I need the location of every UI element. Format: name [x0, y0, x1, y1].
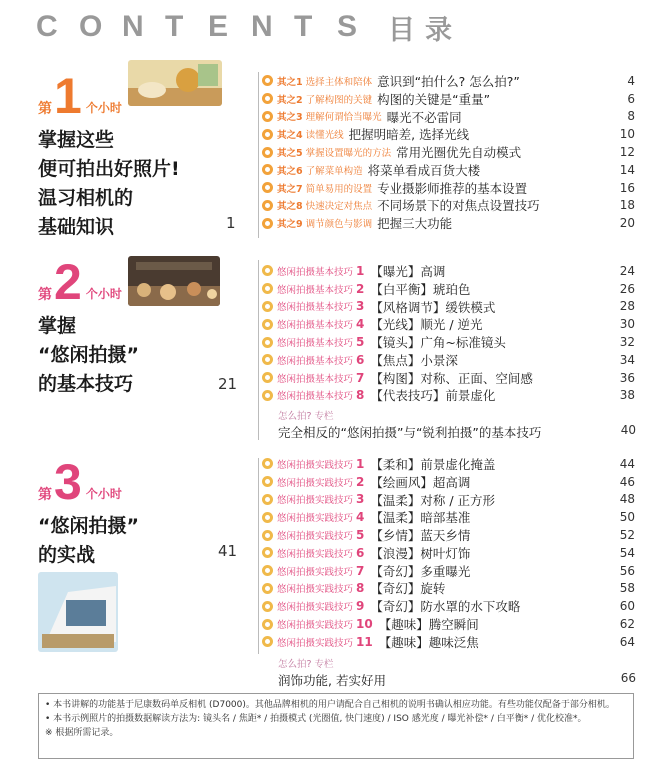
- entry-page: 20: [619, 216, 635, 231]
- title-letter: E: [208, 10, 229, 43]
- title-chinese: 目录: [388, 14, 462, 46]
- entry-tag: 悠闲拍摄基本技巧: [277, 302, 354, 314]
- hour-number: 3: [54, 454, 82, 510]
- entry-title: 【乡情】蓝天乡情: [370, 528, 471, 544]
- bullet-icon: [262, 601, 273, 612]
- title-letter: O: [79, 10, 103, 43]
- entry-page: 44: [619, 456, 635, 471]
- entry-number: 4: [356, 510, 365, 525]
- entry-page: 6: [627, 91, 635, 106]
- entry-tag: 悠闲拍摄基本技巧: [277, 266, 354, 278]
- bullet-icon: [262, 512, 273, 523]
- section-heading: 掌握 “悠闲拍摄” 的基本技巧: [38, 315, 139, 395]
- entry-page: 24: [619, 263, 635, 278]
- entry-tag: 悠闲拍摄基本技巧: [277, 373, 354, 385]
- bullet-icon: [262, 301, 273, 312]
- toc-entry[interactable]: [262, 455, 637, 473]
- entry-title: 【代表技巧】前景虚化: [370, 388, 496, 404]
- entry-page: 14: [619, 162, 635, 177]
- entry-tag: 悠闲拍摄基本技巧: [277, 391, 354, 403]
- entry-subtitle: 简单易用的设置: [305, 183, 373, 195]
- toc-entry[interactable]: [262, 90, 637, 108]
- entry-title: 【温柔】对称 / 正方形: [370, 492, 496, 508]
- entry-page: 32: [619, 335, 635, 350]
- bullet-icon: [262, 547, 273, 558]
- entry-tag: 悠闲拍摄基本技巧: [277, 320, 354, 332]
- entry-title: 把握明暗差, 选择光线: [348, 127, 470, 143]
- entry-page: 62: [619, 617, 635, 632]
- entry-title: 【镜头】广角~标准镜头: [370, 335, 506, 351]
- entry-page: 48: [619, 492, 635, 507]
- entry-number: 4: [356, 317, 365, 332]
- entry-tag: 悠闲拍摄实践技巧: [277, 566, 354, 578]
- entry-tag: 其之3: [277, 112, 303, 124]
- page-title: [36, 10, 462, 44]
- toc-entry[interactable]: [262, 315, 637, 333]
- toc-entry[interactable]: [262, 280, 637, 298]
- toc-entry[interactable]: [262, 351, 637, 369]
- entry-tag: 悠闲拍摄基本技巧: [277, 355, 354, 367]
- section-2-photo: [128, 256, 220, 306]
- toc-entry[interactable]: [262, 161, 637, 179]
- entry-title: 【趣味】腾空瞬间: [378, 617, 479, 633]
- entry-tag: 悠闲拍摄基本技巧: [277, 284, 354, 296]
- entry-number: 2: [356, 474, 365, 489]
- section-1-divider: [258, 72, 259, 238]
- entry-title: 【趣味】趣味泛焦: [378, 634, 479, 650]
- entry-number: 8: [356, 388, 365, 403]
- entry-tag: 其之1: [277, 76, 303, 88]
- toc-entry[interactable]: [262, 125, 637, 143]
- entry-page: 26: [619, 281, 635, 296]
- toc-entry[interactable]: [262, 72, 637, 90]
- entry-page: 60: [619, 599, 635, 614]
- toc-entry[interactable]: [262, 298, 637, 316]
- entry-page: 54: [619, 545, 635, 560]
- entry-number: 10: [356, 617, 373, 632]
- entry-page: 4: [627, 73, 635, 88]
- entry-number: 1: [356, 263, 365, 278]
- section-heading: “悠闲拍摄” 的实战: [38, 515, 139, 566]
- toc-entry[interactable]: [262, 580, 637, 598]
- section-3-intro: [38, 456, 139, 570]
- column-page: 66: [620, 671, 636, 685]
- section-2-column: [278, 408, 638, 441]
- entry-page: 38: [619, 388, 635, 403]
- entry-title: 曝光不必雷同: [386, 109, 462, 125]
- entry-number: 6: [356, 545, 365, 560]
- entry-number: 3: [356, 492, 365, 507]
- bullet-icon: [262, 218, 273, 229]
- entry-title: 不同场景下的对焦点设置技巧: [377, 198, 540, 214]
- note-line: • 本书讲解的功能基于尼康数码单反相机 (D7000)。其他品牌相机的用户请配合自己相机的说明书确认相应功能。有些功能仅配备于部分相机。: [45, 700, 615, 710]
- entry-tag: 悠闲拍摄实践技巧: [277, 584, 354, 596]
- bullet-icon: [262, 636, 273, 647]
- entry-number: 7: [356, 370, 365, 385]
- entry-tag: 悠闲拍摄实践技巧: [277, 602, 354, 614]
- entry-page: 12: [619, 145, 635, 160]
- section-3-divider: [258, 458, 259, 654]
- entry-tag: 其之9: [277, 219, 303, 231]
- section-page-number: 41: [218, 542, 238, 560]
- section-3-toc: [262, 455, 637, 651]
- note-line: ※ 根据所需记录。: [45, 728, 119, 738]
- entry-page: 10: [619, 127, 635, 142]
- column-page: 40: [620, 423, 636, 437]
- section-page-number: 1: [226, 214, 236, 232]
- bullet-icon: [262, 200, 273, 211]
- column-text: 完全相反的“悠闲拍摄”与“锐利拍摄”的基本技巧: [278, 425, 542, 440]
- hour-number: 1: [54, 68, 82, 124]
- toc-entry[interactable]: [262, 508, 637, 526]
- toc-entry[interactable]: [262, 262, 637, 280]
- entry-title: 【构图】对称、正面、空间感: [370, 370, 533, 386]
- entry-page: 58: [619, 581, 635, 596]
- toc-entry[interactable]: [262, 615, 637, 633]
- entry-number: 2: [356, 281, 365, 296]
- section-3-photo: [38, 572, 118, 652]
- entry-page: 30: [619, 317, 635, 332]
- bullet-icon: [262, 93, 273, 104]
- entry-tag: 其之5: [277, 148, 303, 160]
- title-letter: S: [337, 10, 358, 43]
- entry-page: 28: [619, 299, 635, 314]
- section-heading: 掌握这些 便可拍出好照片! 温习相机的 基础知识: [38, 129, 180, 238]
- bullet-icon: [262, 147, 273, 158]
- bullet-icon: [262, 565, 273, 576]
- bullet-icon: [262, 583, 273, 594]
- toc-entry[interactable]: [262, 562, 637, 580]
- toc-entry[interactable]: [262, 473, 637, 491]
- entry-subtitle: 掌握设置曝光的方法: [305, 148, 392, 160]
- title-letter: N: [251, 10, 273, 43]
- bullet-icon: [262, 75, 273, 86]
- entry-tag: 其之6: [277, 165, 303, 177]
- toc-entry[interactable]: [262, 491, 637, 509]
- entry-title: 【奇幻】多重曝光: [370, 563, 471, 579]
- hour-number: 2: [54, 254, 82, 310]
- entry-title: 【风格调节】缓铁模式: [370, 299, 496, 315]
- entry-title: 【浪漫】树叶灯饰: [370, 545, 471, 561]
- bullet-icon: [262, 458, 273, 469]
- hour-suffix: 个小时: [85, 487, 122, 501]
- entry-number: 1: [356, 456, 365, 471]
- entry-subtitle: 了解菜单构造: [305, 165, 363, 177]
- toc-entry[interactable]: [262, 526, 637, 544]
- entry-tag: 悠闲拍摄实践技巧: [277, 620, 354, 632]
- title-letter: C: [36, 10, 58, 43]
- bullet-icon: [262, 372, 273, 383]
- entry-subtitle: 选择主体和陪体: [305, 76, 373, 88]
- entry-subtitle: 调节颜色与影调: [305, 219, 373, 231]
- entry-title: 常用光圈优先自动模式: [396, 145, 522, 161]
- title-letter: N: [122, 10, 144, 43]
- bullet-icon: [262, 129, 273, 140]
- column-label: 怎么拍? 专栏: [278, 411, 334, 422]
- entry-tag: 悠闲拍摄实践技巧: [277, 513, 354, 525]
- entry-title: 【奇幻】旋转: [370, 581, 446, 597]
- entry-page: 46: [619, 474, 635, 489]
- bullet-icon: [262, 354, 273, 365]
- entry-page: 36: [619, 370, 635, 385]
- section-1-toc: [262, 72, 637, 232]
- toc-entry[interactable]: [262, 597, 637, 615]
- notes-box: [38, 693, 634, 759]
- section-page-number: 21: [218, 375, 238, 393]
- toc-entry[interactable]: [262, 179, 637, 197]
- toc-entry[interactable]: [262, 214, 637, 232]
- hour-suffix: 个小时: [85, 101, 122, 115]
- section-3-column: [278, 656, 638, 689]
- entry-subtitle: 了解构图的关键: [305, 94, 373, 106]
- hour-label: [38, 254, 139, 310]
- entry-tag: 悠闲拍摄实践技巧: [277, 477, 354, 489]
- entry-subtitle: 理解何谓恰当曝光: [305, 112, 382, 124]
- entry-title: 【焦点】小景深: [370, 352, 458, 368]
- title-letter: T: [294, 10, 313, 43]
- entry-page: 16: [619, 180, 635, 195]
- entry-page: 50: [619, 510, 635, 525]
- bullet-icon: [262, 337, 273, 348]
- entry-number: 6: [356, 352, 365, 367]
- entry-page: 64: [619, 634, 635, 649]
- bullet-icon: [262, 390, 273, 401]
- entry-title: 【绘画风】超高调: [370, 474, 471, 490]
- note-line: • 本书示例照片的拍摄数据解读方法为: 镜头名 / 焦距* / 拍摄模式 (光圈值, 快门速度) / ISO 感光度 / 曝光补偿* / 白平衡* / 优化校准*。: [45, 714, 587, 724]
- entry-number: 5: [356, 335, 365, 350]
- entry-number: 9: [356, 599, 365, 614]
- entry-tag: 其之8: [277, 201, 303, 213]
- bullet-icon: [262, 494, 273, 505]
- toc-entry[interactable]: [262, 544, 637, 562]
- entry-number: 11: [356, 634, 373, 649]
- title-letters: [36, 10, 380, 44]
- toc-entry[interactable]: [262, 387, 637, 405]
- bullet-icon: [262, 319, 273, 330]
- entry-title: 【光线】顺光 / 逆光: [370, 317, 483, 333]
- hour-suffix: 个小时: [85, 287, 122, 301]
- entry-title: 意识到“拍什么? 怎么拍?”: [377, 73, 520, 89]
- bullet-icon: [262, 619, 273, 630]
- entry-tag: 其之2: [277, 94, 303, 106]
- entry-number: 3: [356, 299, 365, 314]
- column-label: 怎么拍? 专栏: [278, 659, 334, 670]
- entry-title: 【柔和】前景虚化掩盖: [370, 456, 496, 472]
- entry-tag: 悠闲拍摄实践技巧: [277, 548, 354, 560]
- toc-entry[interactable]: [262, 633, 637, 651]
- entry-tag: 悠闲拍摄实践技巧: [277, 637, 354, 649]
- section-2-intro: [38, 256, 139, 399]
- toc-entry[interactable]: [262, 143, 637, 161]
- entry-title: 把握三大功能: [377, 216, 453, 232]
- entry-title: 构图的关键是“重量”: [377, 91, 491, 107]
- entry-page: 34: [619, 352, 635, 367]
- entry-tag: 悠闲拍摄实践技巧: [277, 531, 354, 543]
- entry-page: 18: [619, 198, 635, 213]
- toc-entry[interactable]: [262, 108, 637, 126]
- bullet-icon: [262, 530, 273, 541]
- section-1-photo: [128, 60, 222, 106]
- section-2-divider: [258, 260, 259, 440]
- entry-tag: 其之4: [277, 130, 303, 142]
- entry-page: 52: [619, 528, 635, 543]
- entry-page: 56: [619, 563, 635, 578]
- entry-page: 8: [627, 109, 635, 124]
- entry-tag: 悠闲拍摄实践技巧: [277, 459, 354, 471]
- hour-label: [38, 454, 139, 510]
- entry-title: 【温柔】暗部基准: [370, 510, 471, 526]
- bullet-icon: [262, 265, 273, 276]
- entry-subtitle: 快速决定对焦点: [305, 201, 373, 213]
- section-2-toc: [262, 262, 637, 404]
- entry-subtitle: 读懂光线: [305, 130, 344, 142]
- entry-title: 【奇幻】防水罩的水下攻略: [370, 599, 521, 615]
- entry-title: 专业摄影师推荐的基本设置: [377, 180, 528, 196]
- entry-title: 【白平衡】琥珀色: [370, 281, 471, 297]
- toc-entry[interactable]: [262, 197, 637, 215]
- bullet-icon: [262, 164, 273, 175]
- entry-tag: 悠闲拍摄基本技巧: [277, 338, 354, 350]
- entry-tag: 其之7: [277, 183, 303, 195]
- title-letter: T: [165, 10, 184, 43]
- toc-entry[interactable]: [262, 333, 637, 351]
- hour-prefix: 第: [38, 487, 52, 503]
- entry-number: 5: [356, 528, 365, 543]
- hour-prefix: 第: [38, 101, 52, 117]
- entry-title: 将菜单看成百货大楼: [367, 162, 481, 178]
- bullet-icon: [262, 111, 273, 122]
- entry-number: 8: [356, 581, 365, 596]
- bullet-icon: [262, 182, 273, 193]
- toc-entry[interactable]: [262, 369, 637, 387]
- entry-tag: 悠闲拍摄实践技巧: [277, 495, 354, 507]
- bullet-icon: [262, 476, 273, 487]
- column-text: 润饰功能, 若实好用: [278, 673, 386, 688]
- bullet-icon: [262, 283, 273, 294]
- entry-number: 7: [356, 563, 365, 578]
- entry-title: 【曝光】高调: [370, 263, 446, 279]
- hour-prefix: 第: [38, 287, 52, 303]
